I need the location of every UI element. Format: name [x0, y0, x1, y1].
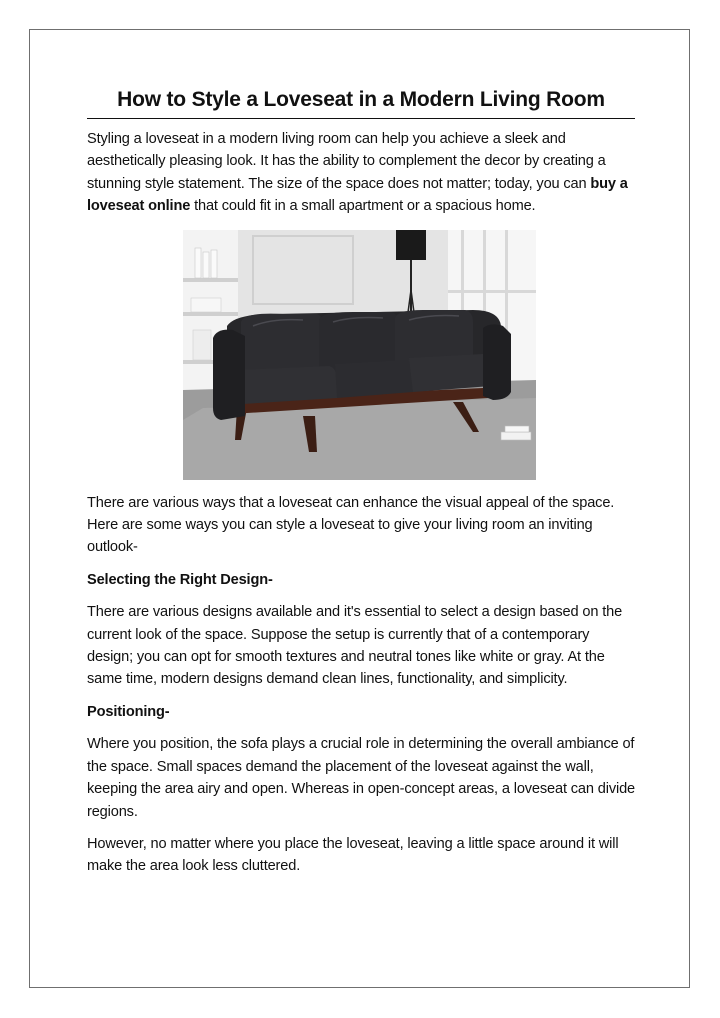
- loveseat-image: [183, 230, 536, 480]
- closing-paragraph: However, no matter where you place the loveseat, leaving a little space around it will make the area look less cluttered.: [87, 835, 619, 875]
- design-paragraph: There are various designs available and it's essential to select a design based on the current look of the space. Suppose the setup is currently that of a contemporary design; you can opt for smooth textures and neutral tones like white or gray. At the same time, modern designs demand clean lines, functionality, and simplicity.: [87, 604, 623, 688]
- ways-paragraph: There are various ways that a loveseat can enhance the visual appeal of the space. Here are some ways you can style a loveseat to give your living room an inviting outlook-: [87, 494, 615, 556]
- section-heading-design: Selecting the Right Design-: [87, 571, 273, 588]
- loveseat-photo: [183, 230, 536, 480]
- page-title: How to Style a Loveseat in a Modern Living Room: [87, 88, 635, 119]
- intro-text-end: that could fit in a small apartment or a spacious home.: [190, 198, 536, 215]
- intro-text-start: Styling a loveseat in a modern living room can help you achieve a sleek and aesthetically pleasing look. It has the ability to complement the decor by creating a stunning style statement. The size of the space does not matter; today, you can: [87, 131, 606, 192]
- article: [87, 88, 635, 878]
- intro-paragraph: [87, 128, 635, 218]
- section-heading-positioning: Positioning-: [87, 703, 170, 720]
- buy-loveseat-link[interactable]: buy a loveseat online: [87, 175, 628, 215]
- positioning-paragraph: Where you position, the sofa plays a crucial role in determining the overall ambiance of the space. Small spaces demand the placement of the loveseat against the wall, keeping the area airy and open. Whereas in open-concept areas, a loveseat can divide regions.: [87, 736, 635, 820]
